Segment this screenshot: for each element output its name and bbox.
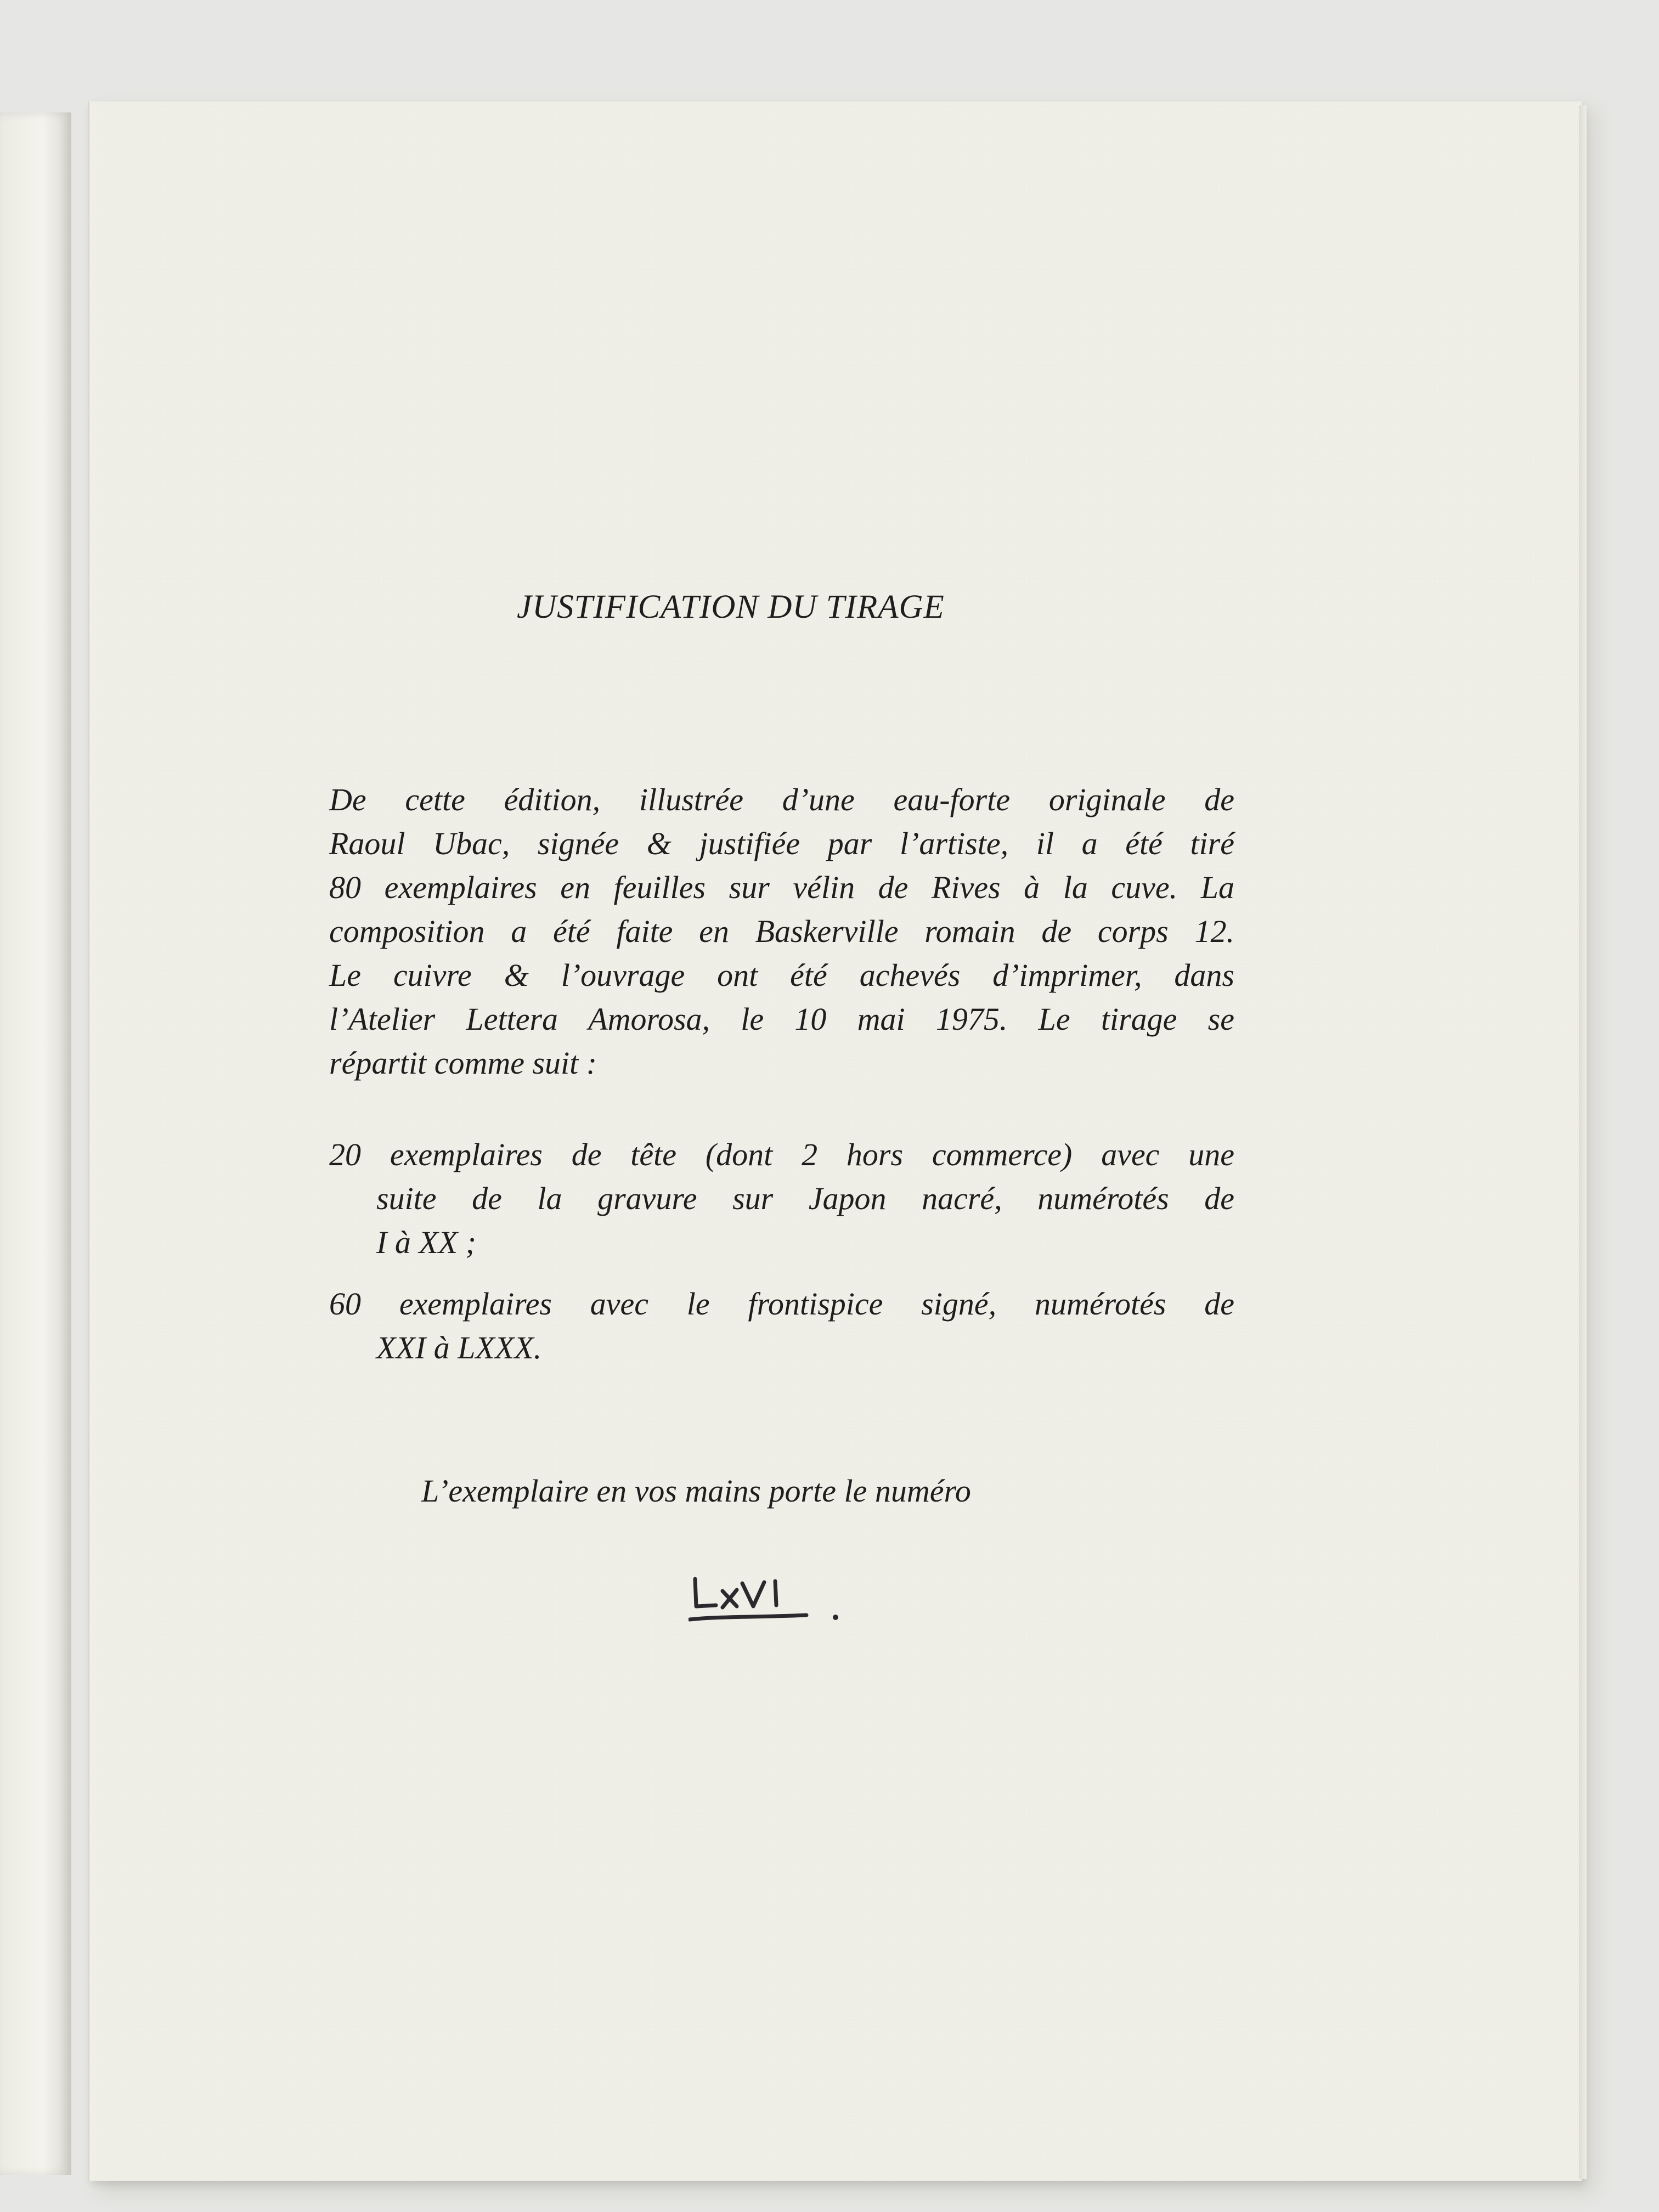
handwritten-copy-number xyxy=(689,1569,842,1629)
paragraph-line: Raoul Ubac, signée & justifiée par l’artiste, il a été tiré xyxy=(329,826,1234,861)
list-item-line: 20 exemplaires de tête (dont 2 hors commerce) avec une xyxy=(329,1137,1234,1172)
paragraph-line: répartit comme suit : xyxy=(329,1045,597,1081)
paragraph-line: 80 exemplaires en feuilles sur vélin de Rives à la cuve. La xyxy=(329,870,1234,905)
page-edge xyxy=(1579,105,1587,2179)
list-item-line: 60 exemplaires avec le frontispice signé, numérotés de xyxy=(329,1286,1234,1322)
page-title: JUSTIFICATION DU TIRAGE xyxy=(517,589,945,625)
paragraph-line: composition a été faite en Baskerville romain de corps 12. xyxy=(329,913,1234,949)
list-item-line: suite de la gravure sur Japon nacré, numérotés de xyxy=(376,1181,1234,1216)
paragraph-line: Le cuivre & l’ouvrage ont été achevés d’imprimer, dans xyxy=(329,957,1234,993)
left-page-leaf xyxy=(0,112,71,2175)
closing-line: L’exemplaire en vos mains porte le numéro xyxy=(421,1473,971,1509)
paragraph-line: De cette édition, illustrée d’une eau-forte originale de xyxy=(329,782,1234,817)
paragraph-line: l’Atelier Lettera Amorosa, le 10 mai 1975. Le tirage se xyxy=(329,1001,1234,1037)
list-item-line: XXI à LXXX. xyxy=(376,1330,542,1365)
list-item-line: I à XX ; xyxy=(376,1224,476,1260)
